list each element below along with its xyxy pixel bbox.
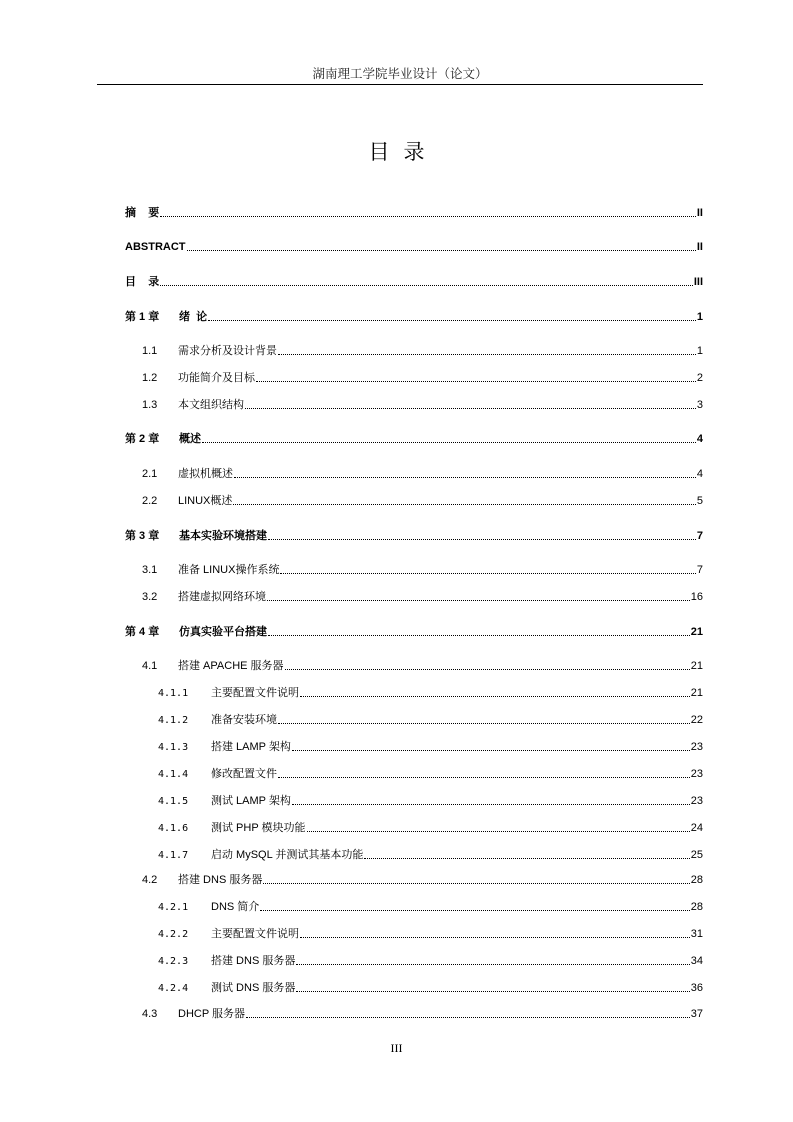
toc-entry-page: 36 — [690, 982, 703, 994]
toc-entry-page: 23 — [690, 795, 703, 807]
toc-entry-page: 28 — [690, 874, 703, 886]
toc-entry[interactable] — [142, 871, 703, 887]
dot-leader — [256, 381, 696, 382]
toc-entry-title: 启动 MySQL 并测试其基本功能 — [211, 849, 364, 861]
toc-entry[interactable] — [142, 588, 703, 604]
toc-entry-title: 测试 LAMP 架构 — [211, 795, 291, 807]
toc-entry-number: 4.3 — [142, 1008, 158, 1020]
dot-leader — [285, 669, 690, 670]
dot-leader — [292, 750, 690, 751]
toc-entry-page: 21 — [690, 626, 703, 638]
toc-entry-number: 4.2 — [142, 874, 158, 886]
dot-leader — [234, 477, 696, 478]
dot-leader — [268, 635, 690, 636]
dot-leader — [300, 696, 690, 697]
toc-entry-title: 摘 要 — [125, 207, 160, 219]
dot-leader — [267, 600, 690, 601]
toc-entry-title: 搭建虚拟网络环境 — [178, 591, 266, 603]
dot-leader — [296, 991, 689, 992]
toc-entry-title: 搭建 LAMP 架构 — [211, 741, 291, 753]
toc-entry[interactable] — [125, 308, 703, 324]
toc-entry-number: 4.2.2 — [158, 929, 189, 940]
dot-leader — [263, 883, 689, 884]
toc-entry-title: 准备 LINUX操作系统 — [178, 564, 280, 576]
toc-entry-title: 主要配置文件说明 — [211, 928, 299, 940]
toc-entry[interactable] — [158, 846, 703, 862]
toc-entry-page: III — [693, 276, 703, 288]
toc-entry-number: 1.2 — [142, 372, 158, 384]
toc-entry-page: 28 — [690, 901, 703, 913]
toc-entry[interactable] — [125, 238, 703, 254]
toc-entry-title: LINUX概述 — [178, 495, 233, 507]
dot-leader — [278, 723, 690, 724]
dot-leader — [160, 285, 693, 286]
toc-entry-title: 仿真实验平台搭建 — [179, 626, 267, 638]
toc-entry[interactable] — [158, 819, 703, 835]
toc-entry-page: 31 — [690, 928, 703, 940]
toc-entry-title: 虚拟机概述 — [178, 468, 233, 480]
toc-entry-title: DNS 简介 — [211, 901, 260, 913]
toc-entry-page: 7 — [696, 564, 703, 576]
toc-entry[interactable] — [142, 342, 703, 358]
toc-entry-number: 4.1.7 — [158, 850, 189, 861]
toc-entry-page: 37 — [690, 1008, 703, 1020]
toc-entry-number: 4.2.3 — [158, 956, 189, 967]
toc-entry-number: 2.1 — [142, 468, 158, 480]
dot-leader — [233, 504, 695, 505]
toc-entry-page: 25 — [690, 849, 703, 861]
toc-entry[interactable] — [125, 623, 703, 639]
toc-entry[interactable] — [142, 396, 703, 412]
toc-entry-number: 1.3 — [142, 399, 158, 411]
dot-leader — [245, 408, 696, 409]
toc-entry-page: 16 — [690, 591, 703, 603]
toc-entry[interactable] — [142, 561, 703, 577]
toc-entry-title: 搭建 DNS 服务器 — [211, 955, 296, 967]
page-number: III — [390, 1041, 403, 1055]
toc-entry-title: 概述 — [179, 433, 201, 445]
dot-leader — [187, 250, 696, 251]
page-title: 目录 — [368, 140, 439, 164]
toc-entry[interactable] — [158, 684, 703, 700]
toc-entry-number: 第 2 章 — [125, 433, 160, 445]
toc-entry[interactable] — [158, 898, 703, 914]
toc-entry-title: 搭建 DNS 服务器 — [178, 874, 263, 886]
dot-leader — [296, 964, 689, 965]
toc-entry-number: 第 4 章 — [125, 626, 160, 638]
toc-entry-number: 4.1.1 — [158, 688, 189, 699]
toc-entry[interactable] — [158, 738, 703, 754]
dot-leader — [246, 1017, 690, 1018]
toc-entry-number: 第 3 章 — [125, 530, 160, 542]
toc-entry-number: 4.2.1 — [158, 902, 189, 913]
toc-entry-title: DHCP 服务器 — [178, 1008, 246, 1020]
toc-entry-page: 1 — [696, 311, 703, 323]
toc-entry[interactable] — [142, 465, 703, 481]
toc-entry-number: 2.2 — [142, 495, 158, 507]
toc-entry-page: 34 — [690, 955, 703, 967]
toc-entry-title: 搭建 APACHE 服务器 — [178, 660, 284, 672]
toc-entry-number: 3.1 — [142, 564, 158, 576]
toc-entry-number: 3.2 — [142, 591, 158, 603]
toc-entry-page: II — [696, 241, 703, 253]
toc-entry-page: 4 — [696, 468, 703, 480]
dot-leader — [307, 831, 690, 832]
toc-entry-page: 23 — [690, 741, 703, 753]
toc-entry-title: 需求分析及设计背景 — [178, 345, 277, 357]
dot-leader — [292, 804, 690, 805]
toc-entry-number: 4.2.4 — [158, 983, 189, 994]
toc-entry-page: 3 — [696, 399, 703, 411]
dot-leader — [208, 320, 696, 321]
dot-leader — [364, 858, 689, 859]
running-header: 湖南理工学院毕业设计（论文） — [312, 67, 488, 81]
toc-entry-page: 21 — [690, 687, 703, 699]
toc-entry-title: 目 录 — [125, 276, 160, 288]
toc-entry-page: 4 — [696, 433, 703, 445]
toc-entry-title: 基本实验环境搭建 — [179, 530, 267, 542]
toc-entry-number: 4.1.4 — [158, 769, 189, 780]
toc-entry-page: 7 — [696, 530, 703, 542]
dot-leader — [278, 354, 696, 355]
toc-entry[interactable] — [142, 492, 703, 508]
toc-entry-page: 22 — [690, 714, 703, 726]
toc-entry[interactable] — [158, 925, 703, 941]
toc-entry[interactable] — [125, 430, 703, 446]
toc-entry-page: 23 — [690, 768, 703, 780]
toc-entry-page: 24 — [690, 822, 703, 834]
toc-entry[interactable] — [125, 527, 703, 543]
toc-entry-page: II — [696, 207, 703, 219]
toc-entry-number: 4.1.5 — [158, 796, 189, 807]
dot-leader — [280, 573, 695, 574]
toc-entry-title: ABSTRACT — [125, 241, 186, 253]
toc-entry-title: 修改配置文件 — [211, 768, 277, 780]
toc-entry[interactable] — [158, 711, 703, 727]
toc-entry-number: 1.1 — [142, 345, 158, 357]
toc-entry[interactable] — [142, 657, 703, 673]
toc-entry-title: 测试 PHP 模块功能 — [211, 822, 306, 834]
toc-entry[interactable] — [158, 765, 703, 781]
toc-entry-title: 主要配置文件说明 — [211, 687, 299, 699]
toc-entry-title: 绪 论 — [179, 311, 208, 323]
toc-entry[interactable] — [125, 204, 703, 220]
dot-leader — [278, 777, 690, 778]
toc-entry-number: 第 1 章 — [125, 311, 160, 323]
toc-entry-page: 1 — [696, 345, 703, 357]
toc-entry[interactable] — [125, 273, 703, 289]
toc-entry-title: 测试 DNS 服务器 — [211, 982, 296, 994]
dot-leader — [160, 216, 696, 217]
toc-entry-title: 准备安装环境 — [211, 714, 277, 726]
toc-entry[interactable] — [142, 369, 703, 385]
dot-leader — [260, 910, 689, 911]
toc-entry-title: 本文组织结构 — [178, 399, 244, 411]
toc-entry-page: 5 — [696, 495, 703, 507]
toc-entry-number: 4.1.3 — [158, 742, 189, 753]
toc-entry[interactable] — [158, 979, 703, 995]
toc-entry[interactable] — [158, 792, 703, 808]
toc-entry-page: 21 — [690, 660, 703, 672]
dot-leader — [300, 937, 690, 938]
toc-entry-title: 功能简介及目标 — [178, 372, 255, 384]
toc-entry[interactable] — [142, 1005, 703, 1021]
toc-entry-number: 4.1.2 — [158, 715, 189, 726]
dot-leader — [202, 442, 696, 443]
toc-entry-number: 4.1 — [142, 660, 158, 672]
dot-leader — [268, 539, 696, 540]
toc-entry-number: 4.1.6 — [158, 823, 189, 834]
toc-entry[interactable] — [158, 952, 703, 968]
toc-entry-page: 2 — [696, 372, 703, 384]
